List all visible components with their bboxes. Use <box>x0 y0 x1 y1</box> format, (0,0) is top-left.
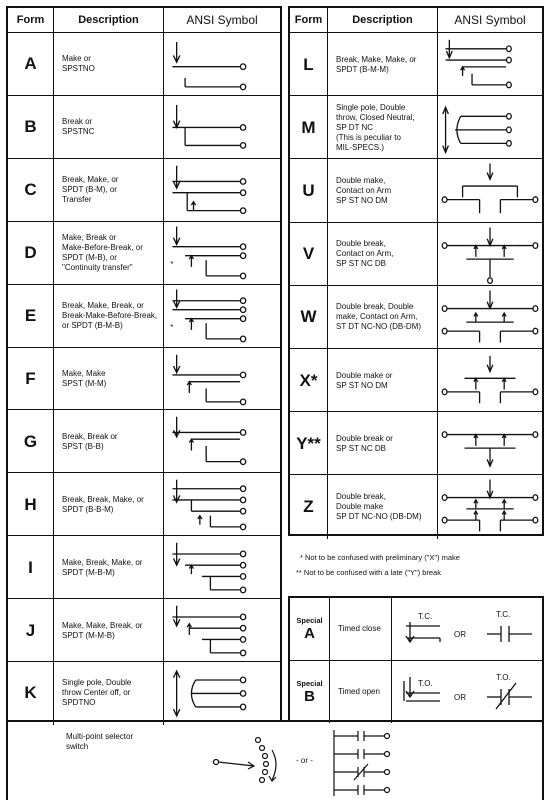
table-row <box>290 32 542 96</box>
form-letter: L <box>290 33 328 96</box>
special-tag: Special <box>296 616 323 625</box>
ansi-symbol <box>164 33 280 96</box>
table-row <box>8 221 280 285</box>
table-row <box>8 158 280 222</box>
multipoint-symbol <box>208 726 418 796</box>
note-y: ** Not to be confused with a late ("Y") break <box>296 568 441 577</box>
form-description: Single pole, Double throw Center off, or SPDTNO <box>54 662 164 725</box>
form-letter: J <box>8 599 54 662</box>
form-description: Break or SPSTNC <box>54 96 164 159</box>
special-code-a1: T.C. <box>418 612 433 621</box>
special-code-b1: T.O. <box>418 679 433 688</box>
special-desc-a: Timed close <box>330 598 392 660</box>
ansi-symbol <box>164 662 280 725</box>
ansi-symbol <box>164 473 280 536</box>
table-row <box>8 32 280 96</box>
form-letter: Y** <box>290 412 328 475</box>
form-description: Break, Make, or SPDT (B-M), or Transfer <box>54 159 164 222</box>
form-description: Break, Make, Make, or SPDT (B-M-M) <box>328 33 438 96</box>
form-letter: C <box>8 159 54 222</box>
form-letter: K <box>8 662 54 725</box>
special-row-a <box>290 598 542 660</box>
svg-text:*: * <box>170 259 174 269</box>
form-description: Single pole, Double throw, Closed Neutral, SP DT NC (This is peculiar to MIL-SPECS.) <box>328 96 438 159</box>
form-description: Make or SPSTNO <box>54 33 164 96</box>
table-row <box>290 222 542 286</box>
ansi-symbol <box>438 96 542 159</box>
bottom-or: - or - <box>296 756 313 765</box>
table-row <box>290 285 542 349</box>
form-letter: U <box>290 159 328 222</box>
ansi-symbol <box>438 286 542 349</box>
table-row <box>8 409 280 473</box>
ansi-symbol <box>164 285 280 348</box>
special-desc-b: Timed open <box>330 661 392 723</box>
right-table-header <box>290 8 542 32</box>
bottom-row <box>6 720 544 800</box>
special-code-a2: T.C. <box>496 610 511 619</box>
special-code-b2: T.O. <box>496 673 511 682</box>
ansi-symbol <box>164 96 280 159</box>
special-form-a: A <box>304 625 315 642</box>
ansi-symbol <box>438 412 542 475</box>
right-table <box>288 6 544 536</box>
form-letter: Z <box>290 475 328 538</box>
form-letter: E <box>8 285 54 348</box>
form-letter: A <box>8 33 54 96</box>
table-row <box>8 598 280 662</box>
special-table <box>288 596 544 722</box>
table-row <box>290 411 542 475</box>
ansi-symbol <box>164 410 280 473</box>
form-description: Double break, Contact on Arm, SP ST NC DB <box>328 223 438 286</box>
form-description: Double break, Double make, Contact on Arm, ST DT NC-NO (DB-DM) <box>328 286 438 349</box>
form-letter: D <box>8 222 54 285</box>
form-description: Double make or SP ST NO DM <box>328 349 438 412</box>
note-x: * Not to be confused with preliminary ("X") make <box>300 553 460 562</box>
special-or-a: OR <box>454 630 466 639</box>
left-table <box>6 6 282 722</box>
table-row <box>8 347 280 411</box>
special-symbol-a <box>392 598 542 660</box>
special-symbol-b <box>392 661 542 723</box>
table-row <box>290 474 542 538</box>
special-form-b: B <box>304 688 315 705</box>
ansi-symbol <box>438 475 542 538</box>
form-letter: F <box>8 348 54 411</box>
special-or-b: OR <box>454 693 466 702</box>
form-letter: B <box>8 96 54 159</box>
ansi-symbol <box>164 159 280 222</box>
form-letter: M <box>290 96 328 159</box>
bottom-desc: Multi-point selector switch <box>66 732 134 751</box>
header-form: Form <box>8 8 54 32</box>
form-description: Double make, Contact on Arm SP ST NO DM <box>328 159 438 222</box>
form-letter: V <box>290 223 328 286</box>
svg-text:*: * <box>170 322 174 332</box>
form-letter: I <box>8 536 54 599</box>
special-row-b <box>290 660 542 723</box>
form-letter: W <box>290 286 328 349</box>
form-description: Double break or SP ST NC DB <box>328 412 438 475</box>
form-description: Make, Make, Break, or SPDT (M-M-B) <box>54 599 164 662</box>
header-symbol: ANSI Symbol <box>186 13 258 27</box>
form-description: Make, Make SPST (M-M) <box>54 348 164 411</box>
form-description: Make, Break or Make-Before-Break, or SPDT (M-B), or "Continuity transfer" <box>54 222 164 285</box>
table-row <box>8 661 280 725</box>
table-row <box>8 284 280 348</box>
table-row <box>290 95 542 159</box>
ansi-symbol <box>164 536 280 599</box>
table-row <box>8 95 280 159</box>
form-description: Make, Break, Make, or SPDT (M-B-M) <box>54 536 164 599</box>
header-description: Description <box>328 8 438 32</box>
table-row <box>8 472 280 536</box>
form-description: Break, Make, Break, or Break-Make-Before-Break, or SPDT (B-M-B) <box>54 285 164 348</box>
table-row <box>8 535 280 599</box>
table-row <box>290 348 542 412</box>
ansi-symbol <box>438 223 542 286</box>
ansi-symbol <box>438 33 542 96</box>
form-description: Break, Break or SPST (B-B) <box>54 410 164 473</box>
ansi-symbol <box>164 348 280 411</box>
form-description: Double break, Double make SP DT NC-NO (DB-DM) <box>328 475 438 538</box>
ansi-symbol <box>164 222 280 285</box>
header-form: Form <box>290 8 328 32</box>
left-table-header <box>8 8 280 32</box>
special-tag: Special <box>296 679 323 688</box>
ansi-symbol <box>164 599 280 662</box>
ansi-symbol <box>438 349 542 412</box>
header-symbol: ANSI Symbol <box>454 13 526 27</box>
form-letter: G <box>8 410 54 473</box>
form-letter: H <box>8 473 54 536</box>
ansi-symbol <box>438 159 542 222</box>
form-description: Break, Break, Make, or SPDT (B-B-M) <box>54 473 164 536</box>
form-letter: X* <box>290 349 328 412</box>
table-row <box>290 158 542 222</box>
header-description: Description <box>54 8 164 32</box>
